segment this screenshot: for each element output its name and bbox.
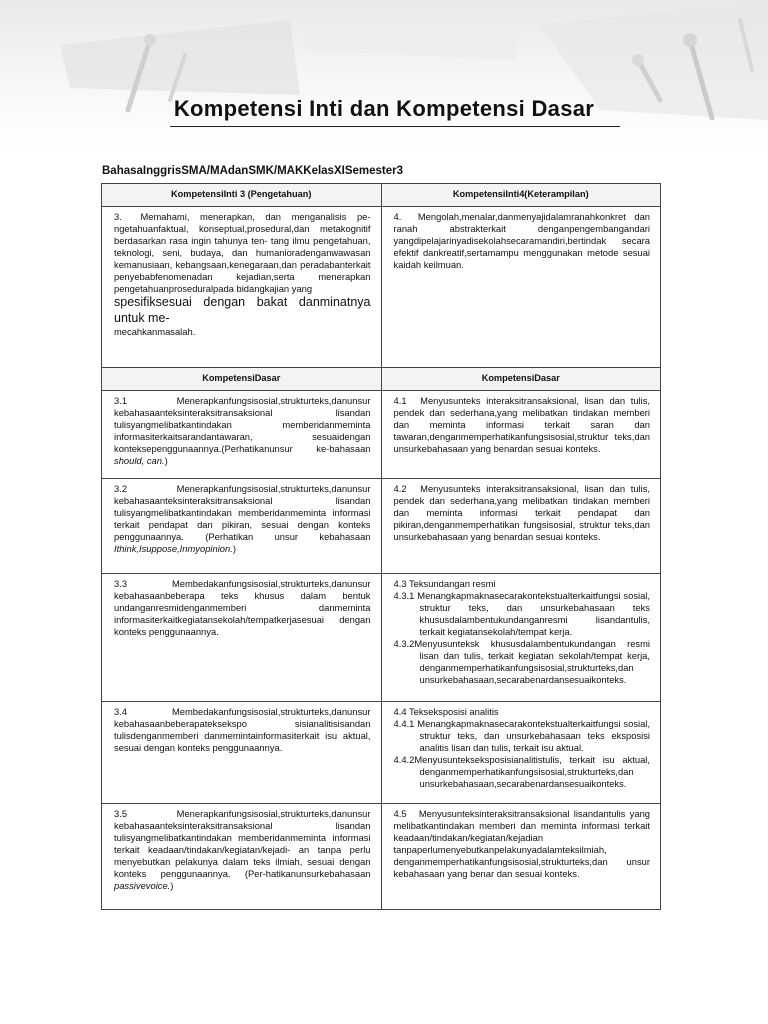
kd-number: 3.5 bbox=[114, 807, 128, 819]
kd-header-right: KompetensiDasar bbox=[381, 367, 661, 390]
kd-left-cell bbox=[102, 390, 382, 478]
kd-italic-example: should, can. bbox=[114, 454, 165, 466]
kd-closing: ) bbox=[232, 542, 236, 554]
competency-table bbox=[101, 183, 661, 910]
kd-subitem: 4.4.1 Menangkapmaknasecarakontekstualterkaitfungsi sosial, struktur teks, dan unsurkebahasaan teks eksposisi analitis lisan dan tulis, terkait isu aktual. bbox=[393, 717, 650, 753]
kd-text: Menerapkanfungsisosial,strukturteks,danunsur kebahasaanteksinteraksitransaksional lisandan tulisyangmelibatkantindakan memberidanmeminta informasi terkait keadaan/tindakan/kegiatan/kejadi- an tanpa perlu menyebutkan pelakunya dalam teks ilmiah, sesuai dengan konteks penggunaannya. (Per-hatikanunsurkebahasaan bbox=[114, 807, 371, 879]
kd-number: 3.2 bbox=[114, 482, 128, 494]
kd-number: 4.2 bbox=[393, 482, 407, 494]
kd-text: Menerapkanfungsisosial,strukturteks,danunsur kebahasaanteksinteraksitransaksional lisandan tulisyangmelibatkantindakan memberidanmeminta informasi terkait pendapat dan pikiran, sesuai dengan konteks penggunaannya. (Perhatikan unsur kebahasaan bbox=[114, 482, 371, 542]
kd-subitem: 4.3.1 Menangkapmaknasecarakontekstualterkaitfungsi sosial, struktur teks, dan unsurkebahasaan teks khususdalambentukundanganresmi lisandantulis, terkait kegiatansekolah/tempat kerja. bbox=[393, 589, 650, 637]
kd-row bbox=[102, 478, 661, 573]
kd-left-cell bbox=[102, 573, 382, 701]
kd-text: Menyusunteks interaksitransaksional, lisan dan tulis, pendek dan sederhana,yang melibatkan tindakan memberi dan meminta informasi terkait pendapat dan pikiran,denganmemperhatikan fungsisosial, struktur teks,dan unsurkebahasaan yang benardan sesuai konteks. bbox=[393, 482, 650, 542]
ki3-emphasized-text: spesifiksesuai dengan bakat danminatnya untuk me- bbox=[114, 294, 371, 325]
ki3-header: KompetensiInti 3 (Pengetahuan) bbox=[102, 184, 382, 207]
kd-row bbox=[102, 573, 661, 701]
kd-row bbox=[102, 701, 661, 803]
kd-closing: ) bbox=[164, 454, 168, 466]
kd-right-cell bbox=[381, 478, 661, 573]
ki-header-row bbox=[102, 184, 661, 207]
ki-content-row bbox=[102, 206, 661, 367]
kd-text: Menerapkanfungsisosial,strukturteks,danunsur kebahasaanteksinteraksitransaksional lisandan tulisyangmelibatkantindakan memberidanmeminta informasiterkaitsarandantawaran, sesuaidengan konteksepenggunaannya.(Perhatikanunsur ke-bahasaan bbox=[114, 394, 371, 454]
kd-italic-example: Ithink,Isuppose,Inmyopinion. bbox=[114, 542, 233, 554]
ki3-cell bbox=[102, 206, 382, 367]
kd-left-cell bbox=[102, 478, 382, 573]
ki3-text: Memahami, menerapkan, dan menganalisis pe-ngetahuanfaktual, konseptual,prosedural,dan metakognitif berdasarkan rasa ingin tahunya ten- tang ilmu pengetahuan, teknologi, seni, budaya, dan humanioradenganwawasan kemanusiaan, kebangsaan,kenegaraan,dan peradabanterkait penyebabfenomenadan kejadian,serta menerapkan pengetahuanproseduralpada bidangkajian yang bbox=[114, 210, 371, 294]
kd-text: Menyusunteksinteraksitransaksional lisandantulis yang melibatkantindakan memberi dan meminta informasi terkait keadaan/tindakan/kegiatan/kejadian tanpaperlumenyebutkanpelakunyadalamteksilmiah, denganmemperhatikanfungsisosial,strukturteks,dan unsur kebahasaan yang benar dan sesuai konteks. bbox=[393, 807, 650, 879]
kd-left-cell bbox=[102, 803, 382, 909]
kd-right-cell bbox=[381, 803, 661, 909]
kd-text: Membedakanfungsisosial,strukturteks,danunsur kebahasaanbeberapa teks khusus dalam bentuk undanganresmidenganmemberi danmeminta informasiterkaitkegiatansekolah/tempatkerjasesuai dengan konteks penggunaannya. bbox=[114, 577, 371, 637]
kd-subitem: 4.4.2Menyusuntekseksposisianalitistulis, terkait isu aktual, denganmemperhatikanfungsisosial,strukturteks,dan unsurkebahasaan,secarabenardansesuaikonteks. bbox=[393, 753, 650, 789]
ki3-tail-text: mecahkanmasalah. bbox=[114, 326, 196, 338]
kd-subheading: 4.4 Tekseksposisi analitis bbox=[393, 705, 499, 717]
kd-subitem: 4.3.2Menyusunteksk khususdalambentukundangan resmi lisan dan tulis, terkait kegiatan sekolah/tempat kerja, denganmemperhatikanfungsisosial,strukturteks,dan unsurkebahasaan,secarabenardansesuaikonteks. bbox=[393, 637, 650, 685]
kd-left-cell bbox=[102, 701, 382, 803]
kd-right-cell bbox=[381, 573, 661, 701]
kd-header-row bbox=[102, 367, 661, 390]
ki4-cell bbox=[381, 206, 661, 367]
kd-row bbox=[102, 390, 661, 478]
kd-number: 3.1 bbox=[114, 394, 128, 406]
kd-number: 4.1 bbox=[393, 394, 407, 406]
decorative-header-banner bbox=[0, 0, 768, 150]
ki3-number: 3. bbox=[114, 210, 122, 222]
title-underline bbox=[170, 126, 620, 127]
kd-number: 3.3 bbox=[114, 577, 128, 589]
page-title: Kompetensi Inti dan Kompetensi Dasar bbox=[173, 96, 595, 121]
document-subtitle: BahasaInggrisSMA/MAdanSMK/MAKKelasXISemester3 bbox=[102, 165, 403, 177]
kd-number: 4.5 bbox=[393, 807, 407, 819]
kd-closing: ) bbox=[170, 879, 174, 891]
ki4-text: Mengolah,menalar,danmenyajidalamranahkonkret dan ranah abstrakterkait denganpengembangandari yangdipelajarinyadisekolahsecaramandiri,bertindak secara efektif dankreatif,sertamampu menggunakan metode sesuai kaidah keilmuan. bbox=[393, 210, 650, 270]
ki4-number: 4. bbox=[393, 210, 402, 222]
decorative-pins-graphic bbox=[0, 0, 768, 150]
kd-text: Membedakanfungsisosial,strukturteks,danunsur kebahasaanbeberapateksekspo sisianalitisisandan tulisdenganmemberi danmemintainformasiterkait isu aktual, sesuai dengan konteks penggunaannya. bbox=[114, 705, 371, 753]
kd-row bbox=[102, 803, 661, 909]
kd-text: Menyusunteks interaksitransaksional, lisan dan tulis, pendek dan sederhana,yang melibatkan tindakan memberi dan meminta informasi terkait saran dan tawaran,denganmemperhatikanfungsisosial,struktur teks,dan unsurkebahasaan yang benardan sesuai konteks. bbox=[393, 394, 650, 454]
kd-header-left: KompetensiDasar bbox=[102, 367, 382, 390]
kd-number: 3.4 bbox=[114, 705, 128, 717]
kd-subheading: 4.3 Teksundangan resmi bbox=[393, 577, 496, 589]
ki4-header: KompetensiInti4(Keterampilan) bbox=[381, 184, 661, 207]
kd-italic-example: passivevoice. bbox=[114, 879, 171, 891]
kd-right-cell bbox=[381, 701, 661, 803]
kd-right-cell bbox=[381, 390, 661, 478]
